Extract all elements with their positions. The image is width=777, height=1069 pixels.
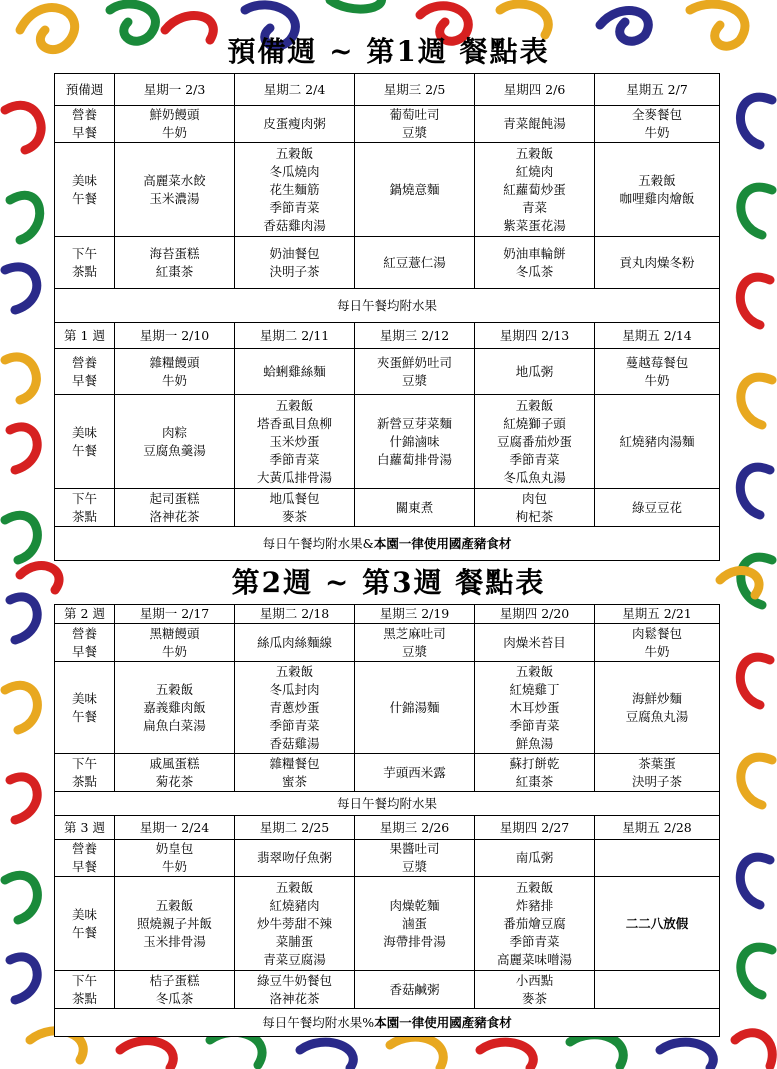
breakfast-row bbox=[55, 624, 720, 662]
snack-cell bbox=[235, 971, 355, 1009]
dish-line: 菜脯蛋 bbox=[275, 933, 314, 949]
lunch-row bbox=[55, 877, 720, 971]
dish-line: 奶油車輪餅 bbox=[503, 245, 566, 261]
dish-line: 蛤蜊雞絲麵 bbox=[263, 363, 326, 379]
dish-line: 肉粽 bbox=[161, 424, 187, 440]
breakfast-row bbox=[55, 106, 720, 143]
dish-line: 季節青菜 bbox=[269, 717, 320, 733]
dish-line: 地瓜粥 bbox=[515, 363, 554, 379]
breakfast-cell bbox=[235, 840, 355, 877]
dish-line: 紅燒獅子頭 bbox=[503, 415, 566, 431]
dish-line: 滷蛋 bbox=[401, 915, 427, 931]
dish-line: 五穀飯 bbox=[275, 397, 314, 413]
dish-line: 豆腐魚羹湯 bbox=[143, 442, 206, 458]
snack-row bbox=[55, 489, 720, 527]
lunch-cell bbox=[235, 395, 355, 489]
snack-cell bbox=[235, 754, 355, 792]
day-header: 星期一 2/3 bbox=[115, 74, 235, 106]
week-header-row bbox=[55, 74, 720, 106]
dish-line: 青菜 bbox=[521, 199, 547, 215]
dish-line: 五穀飯 bbox=[155, 681, 194, 697]
dish-line: 鮮魚湯 bbox=[515, 735, 554, 751]
breakfast-cell bbox=[355, 624, 475, 662]
dish-line: 季節青菜 bbox=[509, 933, 560, 949]
dish-line: 冬瓜燒肉 bbox=[269, 163, 320, 179]
dish-line: 豆腐魚丸湯 bbox=[625, 708, 689, 724]
dish-line: 蔓越莓餐包 bbox=[625, 354, 689, 370]
dish-line: 黑糖饅頭 bbox=[149, 625, 200, 641]
dish-line: 美味 bbox=[71, 424, 97, 440]
dish-line: 營養 bbox=[71, 841, 97, 856]
dish-line: 炒牛蒡甜不辣 bbox=[256, 915, 332, 931]
dish-line: 五穀飯 bbox=[275, 145, 314, 161]
lunch-cell bbox=[355, 662, 475, 754]
note-text bbox=[55, 792, 720, 816]
dish-line: 海鮮炒麵 bbox=[631, 690, 682, 706]
dish-line: 冬瓜茶 bbox=[155, 990, 194, 1006]
lunch-cell bbox=[595, 143, 720, 237]
snack-cell bbox=[595, 971, 720, 1009]
dish-line: 青菜餛飩湯 bbox=[503, 116, 566, 131]
day-header: 星期三 2/5 bbox=[355, 74, 475, 106]
snack-cell bbox=[355, 754, 475, 792]
dish-line: 白蘿蔔排骨湯 bbox=[376, 451, 452, 467]
dish-line: 菊花茶 bbox=[155, 773, 194, 789]
dish-line: 麥茶 bbox=[281, 508, 307, 524]
dish-line: 美味 bbox=[71, 906, 97, 922]
breakfast-cell bbox=[115, 349, 235, 395]
dish-line: 貢丸肉燥冬粉 bbox=[619, 254, 695, 270]
week-header-row bbox=[55, 816, 720, 840]
dish-line: 新營豆芽菜麵 bbox=[376, 415, 452, 431]
breakfast-cell bbox=[475, 840, 595, 877]
lunch-label bbox=[55, 877, 115, 971]
breakfast-cell bbox=[595, 349, 720, 395]
dish-line: 五穀飯 bbox=[515, 879, 554, 895]
dish-line: 什錦湯麵 bbox=[389, 699, 440, 715]
snack-cell bbox=[475, 489, 595, 527]
snack-cell bbox=[115, 754, 235, 792]
snack-label bbox=[55, 489, 115, 527]
dish-line: 肉燥乾麵 bbox=[389, 897, 440, 913]
dish-line: 香菇雞肉湯 bbox=[263, 217, 326, 233]
breakfast-label bbox=[55, 624, 115, 662]
day-header: 星期四 2/6 bbox=[475, 74, 595, 106]
lunch-cell bbox=[355, 877, 475, 971]
dish-line: 肉包 bbox=[521, 490, 547, 506]
day-header: 星期一 2/17 bbox=[115, 605, 235, 624]
day-header: 星期五 2/21 bbox=[595, 605, 720, 624]
dish-line: 季節青菜 bbox=[509, 717, 560, 733]
breakfast-cell bbox=[475, 106, 595, 143]
dish-line: 茶點 bbox=[71, 773, 97, 789]
breakfast-cell bbox=[595, 106, 720, 143]
snack-label bbox=[55, 754, 115, 792]
day-header: 星期一 2/10 bbox=[115, 323, 235, 349]
dish-line: 早餐 bbox=[71, 643, 97, 659]
dish-line: 麥茶 bbox=[521, 990, 547, 1006]
snack-cell bbox=[595, 754, 720, 792]
snack-row bbox=[55, 971, 720, 1009]
dish-line: 嘉義雞肉飯 bbox=[143, 699, 206, 715]
dish-line: 牛奶 bbox=[161, 125, 187, 140]
snack-row bbox=[55, 754, 720, 792]
breakfast-cell bbox=[235, 106, 355, 143]
dish-line: 夾蛋鮮奶吐司 bbox=[376, 354, 452, 370]
dish-line: 小西點 bbox=[515, 972, 554, 988]
dish-line: 玉米濃湯 bbox=[149, 190, 200, 206]
dish-line: 下午 bbox=[71, 755, 97, 771]
dish-line: 早餐 bbox=[71, 125, 97, 140]
dish-line: 絲瓜肉絲麵線 bbox=[256, 634, 332, 650]
day-header: 星期一 2/24 bbox=[115, 816, 235, 840]
snack-cell bbox=[355, 971, 475, 1009]
dish-line: 扁魚白菜湯 bbox=[143, 717, 206, 733]
dish-line: 葡萄吐司 bbox=[389, 107, 440, 122]
dish-line: 五穀飯 bbox=[155, 897, 194, 913]
breakfast-cell bbox=[355, 349, 475, 395]
lunch-cell bbox=[355, 143, 475, 237]
dish-line: 炸豬排 bbox=[515, 897, 554, 913]
lunch-cell bbox=[595, 395, 720, 489]
week-name: 第 1 週 bbox=[55, 323, 115, 349]
dish-line: 照燒親子丼飯 bbox=[136, 915, 212, 931]
menu-table bbox=[54, 73, 720, 561]
fruit-note: 每日午餐均附水果& bbox=[262, 535, 374, 551]
dish-line: 洛神花茶 bbox=[269, 990, 320, 1006]
day-header: 星期四 2/20 bbox=[475, 605, 595, 624]
dish-line: 午餐 bbox=[71, 190, 97, 206]
dish-line: 奶油餐包 bbox=[269, 245, 320, 261]
snack-cell bbox=[115, 489, 235, 527]
dish-line: 決明子茶 bbox=[631, 773, 682, 789]
dish-line: 美味 bbox=[71, 172, 97, 188]
snack-cell bbox=[355, 237, 475, 289]
dish-line: 洛神花茶 bbox=[149, 508, 200, 524]
dish-line: 茶點 bbox=[71, 990, 97, 1006]
dish-line: 紅棗茶 bbox=[155, 263, 194, 279]
day-header: 星期二 2/11 bbox=[235, 323, 355, 349]
dish-line: 牛奶 bbox=[644, 372, 670, 388]
dish-line: 鍋燒意麵 bbox=[389, 181, 440, 197]
dish-line: 冬瓜封肉 bbox=[269, 681, 320, 697]
dish-line: 海苔蛋糕 bbox=[149, 245, 200, 261]
snack-cell bbox=[235, 237, 355, 289]
note-row bbox=[55, 792, 720, 816]
dish-line: 青蔥炒蛋 bbox=[269, 699, 320, 715]
pork-note: 本園一律使用國產豬食材 bbox=[373, 535, 512, 551]
breakfast-cell bbox=[475, 624, 595, 662]
dish-line: 季節青菜 bbox=[509, 451, 560, 467]
dish-line: 紅燒豬肉湯麵 bbox=[619, 433, 695, 449]
dish-line: 海帶排骨湯 bbox=[383, 933, 446, 949]
day-header: 星期五 2/7 bbox=[595, 74, 720, 106]
dish-line: 五穀飯 bbox=[638, 172, 676, 188]
dish-line: 決明子茶 bbox=[269, 263, 320, 279]
breakfast-row bbox=[55, 840, 720, 877]
snack-cell bbox=[235, 489, 355, 527]
dish-line: 豆漿 bbox=[401, 372, 427, 388]
dish-line: 五穀飯 bbox=[275, 663, 314, 679]
dish-line: 牛奶 bbox=[161, 643, 187, 659]
lunch-label bbox=[55, 662, 115, 754]
lunch-row bbox=[55, 143, 720, 237]
note-text bbox=[55, 289, 720, 323]
day-header: 星期二 2/25 bbox=[235, 816, 355, 840]
snack-label bbox=[55, 237, 115, 289]
dish-line: 五穀飯 bbox=[515, 145, 554, 161]
dish-line: 枸杞茶 bbox=[515, 508, 554, 524]
dish-line: 什錦滷味 bbox=[389, 433, 440, 449]
dish-line: 紅燒雞丁 bbox=[509, 681, 560, 697]
dish-line: 塔香虱目魚柳 bbox=[256, 415, 332, 431]
menu-section-1 bbox=[54, 73, 719, 561]
dish-line: 午餐 bbox=[71, 708, 97, 724]
snack-cell bbox=[595, 237, 720, 289]
dish-line: 果醬吐司 bbox=[389, 841, 440, 856]
dish-line: 紫菜蛋花湯 bbox=[503, 217, 566, 233]
lunch-cell bbox=[355, 395, 475, 489]
dish-line: 牛奶 bbox=[644, 643, 670, 659]
dish-line: 雜糧饅頭 bbox=[149, 354, 200, 370]
note-row bbox=[55, 289, 720, 323]
dish-line: 牛奶 bbox=[644, 125, 670, 140]
dish-line: 高麗菜味噌湯 bbox=[496, 951, 572, 967]
breakfast-cell bbox=[235, 349, 355, 395]
lunch-label bbox=[55, 143, 115, 237]
dish-line: 豆漿 bbox=[401, 125, 427, 140]
dish-line: 牛奶 bbox=[161, 859, 187, 874]
dish-line: 綠豆豆花 bbox=[631, 499, 682, 515]
lunch-cell bbox=[115, 877, 235, 971]
dish-line: 高麗菜水餃 bbox=[143, 172, 206, 188]
dish-line: 起司蛋糕 bbox=[149, 490, 200, 506]
dish-line: 綠豆牛奶餐包 bbox=[256, 972, 332, 988]
dish-line: 戚風蛋糕 bbox=[149, 755, 200, 771]
dish-line: 營養 bbox=[71, 107, 97, 122]
breakfast-cell bbox=[235, 624, 355, 662]
dish-line: 南瓜粥 bbox=[515, 850, 554, 865]
note-text bbox=[55, 1009, 720, 1037]
week-name: 預備週 bbox=[55, 74, 115, 106]
dish-line: 雜糧餐包 bbox=[269, 755, 320, 771]
breakfast-label bbox=[55, 349, 115, 395]
menu-section-2 bbox=[54, 604, 719, 1037]
lunch-row bbox=[55, 662, 720, 754]
dish-line: 季節青菜 bbox=[269, 451, 320, 467]
snack-label bbox=[55, 971, 115, 1009]
dish-line: 冬瓜魚丸湯 bbox=[503, 469, 566, 485]
lunch-cell bbox=[595, 662, 720, 754]
menu-table bbox=[54, 604, 720, 1037]
fruit-note: 每日午餐均附水果% bbox=[262, 1014, 375, 1030]
dish-line: 茶點 bbox=[71, 508, 97, 524]
breakfast-cell bbox=[115, 624, 235, 662]
dish-line: 豆漿 bbox=[401, 859, 427, 874]
dish-line: 玉米炒蛋 bbox=[269, 433, 320, 449]
fruit-note: 每日午餐均附水果 bbox=[336, 297, 437, 313]
breakfast-cell bbox=[355, 840, 475, 877]
lunch-row bbox=[55, 395, 720, 489]
dish-line: 冬瓜茶 bbox=[515, 263, 554, 279]
breakfast-cell bbox=[115, 106, 235, 143]
breakfast-row bbox=[55, 349, 720, 395]
dish-line: 午餐 bbox=[71, 442, 97, 458]
dish-line: 美味 bbox=[71, 690, 97, 706]
lunch-cell bbox=[235, 143, 355, 237]
note-row bbox=[55, 527, 720, 561]
snack-cell bbox=[355, 489, 475, 527]
breakfast-cell bbox=[595, 624, 720, 662]
lunch-cell bbox=[475, 395, 595, 489]
lunch-cell bbox=[235, 662, 355, 754]
snack-row bbox=[55, 237, 720, 289]
dish-line: 咖哩雞肉燴飯 bbox=[619, 190, 695, 206]
dish-line: 下午 bbox=[71, 245, 97, 261]
snack-cell bbox=[595, 489, 720, 527]
lunch-cell bbox=[115, 143, 235, 237]
breakfast-cell bbox=[595, 840, 720, 877]
lunch-cell bbox=[475, 662, 595, 754]
note-row bbox=[55, 1009, 720, 1037]
dish-line: 香菇鹹粥 bbox=[389, 981, 440, 997]
dish-line: 大黃瓜排骨湯 bbox=[256, 469, 332, 485]
dish-line: 茶葉蛋 bbox=[638, 755, 676, 771]
dish-line: 全麥餐包 bbox=[631, 107, 682, 122]
snack-cell bbox=[115, 971, 235, 1009]
dish-line: 香菇雞湯 bbox=[269, 735, 320, 751]
dish-line: 五穀飯 bbox=[515, 397, 554, 413]
dish-line: 關東煮 bbox=[395, 499, 434, 515]
dish-line: 營養 bbox=[71, 625, 97, 641]
pork-note: 本園一律使用國產豬食材 bbox=[374, 1014, 512, 1030]
snack-cell bbox=[475, 754, 595, 792]
dish-line: 地瓜餐包 bbox=[269, 490, 320, 506]
dish-line: 翡翠吻仔魚粥 bbox=[256, 850, 332, 865]
day-header: 星期二 2/18 bbox=[235, 605, 355, 624]
dish-line: 肉燥米苔目 bbox=[503, 634, 566, 650]
dish-line: 花生麵筋 bbox=[269, 181, 320, 197]
dish-line: 豆漿 bbox=[401, 643, 427, 659]
dish-line: 紅豆薏仁湯 bbox=[383, 254, 446, 270]
dish-line: 奶皇包 bbox=[155, 841, 194, 856]
dish-line: 青菜豆腐湯 bbox=[263, 951, 326, 967]
dish-line: 紅棗茶 bbox=[515, 773, 554, 789]
lunch-cell bbox=[115, 395, 235, 489]
snack-cell bbox=[115, 237, 235, 289]
dish-line: 五穀飯 bbox=[275, 879, 314, 895]
note-text bbox=[55, 527, 720, 561]
lunch-label bbox=[55, 395, 115, 489]
breakfast-label bbox=[55, 106, 115, 143]
dish-line: 早餐 bbox=[71, 372, 97, 388]
lunch-cell bbox=[475, 877, 595, 971]
lunch-cell bbox=[235, 877, 355, 971]
day-header: 星期四 2/27 bbox=[475, 816, 595, 840]
dish-line: 肉鬆餐包 bbox=[631, 625, 682, 641]
dish-line: 鮮奶饅頭 bbox=[149, 107, 200, 122]
day-header: 星期二 2/4 bbox=[235, 74, 355, 106]
dish-line: 下午 bbox=[71, 972, 97, 988]
week-header-row bbox=[55, 323, 720, 349]
dish-line: 五穀飯 bbox=[515, 663, 554, 679]
dish-line: 皮蛋瘦肉粥 bbox=[263, 116, 326, 131]
dish-line: 蘇打餅乾 bbox=[509, 755, 560, 771]
week-name: 第 2 週 bbox=[55, 605, 115, 624]
dish-line: 營養 bbox=[71, 354, 97, 370]
lunch-cell bbox=[115, 662, 235, 754]
dish-line: 蜜茶 bbox=[281, 773, 307, 789]
dish-line: 牛奶 bbox=[161, 372, 187, 388]
page-title-top: 預備週 ~ 第1週 餐點表 bbox=[227, 35, 550, 68]
dish-line: 玉米排骨湯 bbox=[143, 933, 206, 949]
dish-line: 紅燒豬肉 bbox=[269, 897, 320, 913]
week-name: 第 3 週 bbox=[55, 816, 115, 840]
snack-cell bbox=[475, 237, 595, 289]
breakfast-cell bbox=[475, 349, 595, 395]
fruit-note: 每日午餐均附水果 bbox=[336, 795, 437, 811]
dish-line: 午餐 bbox=[71, 924, 97, 940]
dish-line: 紅蘿蔔炒蛋 bbox=[503, 181, 566, 197]
dish-line: 芋頭西米露 bbox=[383, 764, 446, 780]
dish-line: 紅燒肉 bbox=[515, 163, 554, 179]
lunch-cell bbox=[475, 143, 595, 237]
dish-line: 下午 bbox=[71, 490, 97, 506]
lunch-cell bbox=[595, 877, 720, 971]
breakfast-cell bbox=[355, 106, 475, 143]
dish-line: 季節青菜 bbox=[269, 199, 320, 215]
dish-line: 豆腐番茄炒蛋 bbox=[496, 433, 572, 449]
week-header-row bbox=[55, 605, 720, 624]
dish-line: 番茄燴豆腐 bbox=[503, 915, 566, 931]
dish-line: 黑芝麻吐司 bbox=[383, 625, 446, 641]
day-header: 星期三 2/12 bbox=[355, 323, 475, 349]
breakfast-label bbox=[55, 840, 115, 877]
day-header: 星期四 2/13 bbox=[475, 323, 595, 349]
day-header: 星期三 2/26 bbox=[355, 816, 475, 840]
dish-line: 桔子蛋糕 bbox=[149, 972, 200, 988]
page-title-middle: 第2週 ~ 第3週 餐點表 bbox=[231, 566, 546, 599]
breakfast-cell bbox=[115, 840, 235, 877]
snack-cell bbox=[475, 971, 595, 1009]
day-header: 星期五 2/28 bbox=[595, 816, 720, 840]
day-header: 星期五 2/14 bbox=[595, 323, 720, 349]
dish-line: 二二八放假 bbox=[625, 915, 689, 931]
dish-line: 木耳炒蛋 bbox=[509, 699, 560, 715]
dish-line: 茶點 bbox=[71, 263, 97, 279]
dish-line: 早餐 bbox=[71, 859, 97, 874]
day-header: 星期三 2/19 bbox=[355, 605, 475, 624]
